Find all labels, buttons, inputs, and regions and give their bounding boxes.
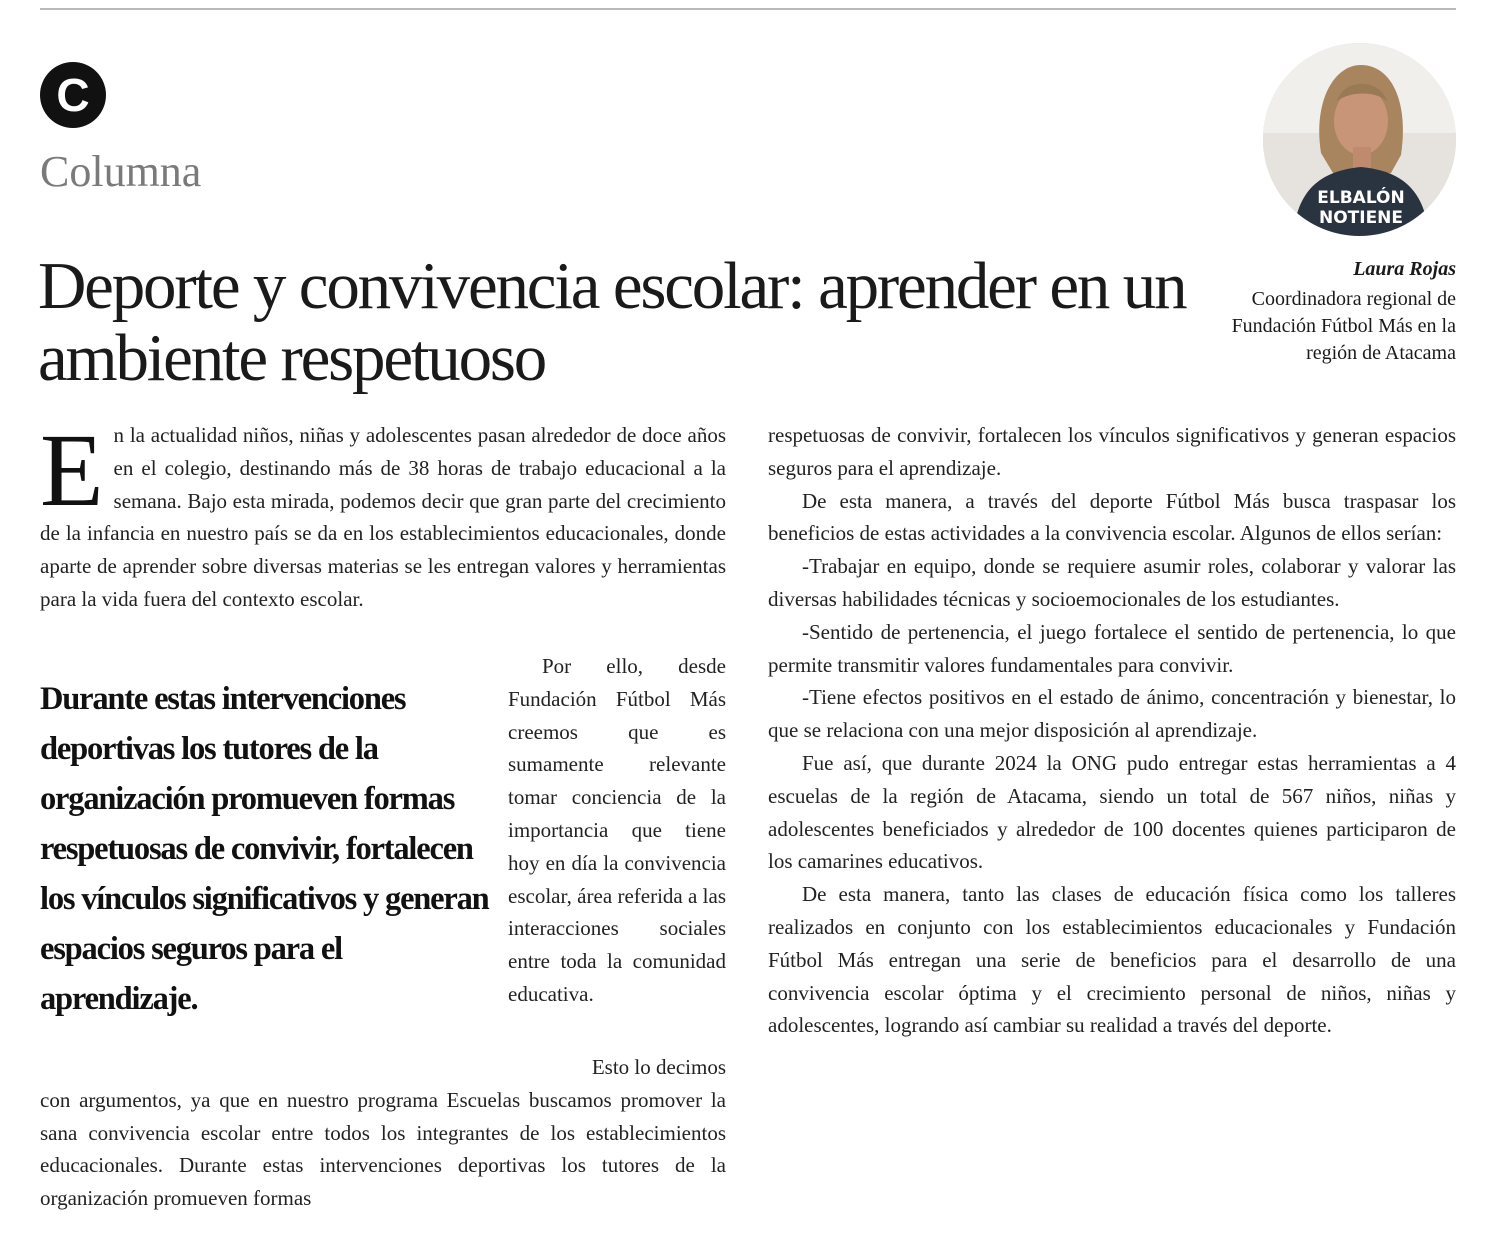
pull-quote: Durante estas intervenciones deportivas los tutores de la organización promueven formas respetuosas de convivir, fortalecen los vínculos significativos y generan espacios seguros para el aprendizaje. [40, 681, 489, 1017]
paragraph-9: De esta manera, tanto las clases de educación física como los talleres realizados en conjunto con los establecimientos educacionales y Fundación Fútbol Más entregan una serie de beneficios para el desarrollo de una convivencia escolar óptima y el crecimiento personal de niños, niñas y adolescentes, logrando así cambiar su realidad a través del deporte. [768, 882, 1456, 1038]
paragraph-8: Fue así, que durante 2024 la ONG pudo entregar estas herramientas a 4 escuelas de la región de Atacama, siendo un total de 567 niños, niñas y adolescentes beneficiados y alrededor de 100 docentes quienes participaron de los camarines educativos. [768, 750, 1456, 874]
column-1-top [40, 413, 726, 616]
paragraph-5: -Trabajar en equipo, donde se requiere asumir roles, colaborar y valorar las diversas habilidades técnicas y socioemocionales de los estudiantes. [768, 554, 1456, 611]
section-label: Columna [40, 147, 202, 196]
paragraph-4: De esta manera, a través del deporte Fútbol Más busca traspasar los beneficios de estas actividades a la convivencia escolar. Algunos de ellos serían: [768, 488, 1456, 546]
paragraph-3-rest: con argumentos, ya que en nuestro programa Escuelas buscamos promover la sana convivencia escolar entre todos los integrantes de los establecimientos educacionales. Durante estas intervenciones deportivas los tutores de la organización promueven formas [40, 1087, 726, 1211]
drop-cap: E [40, 413, 104, 528]
author-name: Laura Rojas [1353, 258, 1456, 280]
column-1-bottom [40, 1051, 726, 1215]
paragraph-7: -Tiene efectos positivos en el estado de ánimo, concentración y bienestar, lo que se relaciona con una mejor disposición al aprendizaje. [768, 685, 1456, 743]
section-badge: C [40, 62, 106, 128]
paragraph-3-start: Esto lo decimos [591, 1055, 726, 1079]
author-portrait-image [1263, 43, 1456, 236]
shirt-text-2: NOTIENE [1318, 208, 1404, 228]
top-rule [40, 8, 1456, 10]
shirt-text-1: ELBALÓN [1317, 188, 1405, 208]
paragraph-3-cont: respetuosas de convivir, fortalecen los vínculos significativos y generan espacios seguros para el aprendizaje. [768, 423, 1456, 480]
headline: Deporte y convivencia escolar: aprender en un ambiente respetuoso [38, 249, 1186, 395]
column-1-narrow [508, 650, 726, 1011]
author-byline [1176, 254, 1456, 367]
author-role: Coordinadora regional de Fundación Fútbol Más en la región de Atacama [1231, 288, 1456, 364]
paragraph-1: n la actualidad niños, niñas y adolescentes pasan alrededor de doce años en el colegio, destinando más de 38 horas de trabajo educacional a la semana. Bajo esta mirada, podemos decir que gran parte del crecimiento de la infancia en nuestro país se da en los establecimientos educacionales, donde aparte de aprender sobre diversas materias se les entregan valores y herramientas para la vida fuera del contexto escolar. [40, 423, 726, 611]
column-2 [768, 419, 1456, 1042]
paragraph-6: -Sentido de pertenencia, el juego fortalece el sentido de pertenencia, lo que permite transmitir valores fundamentales para convivir. [768, 619, 1456, 677]
author-photo [1263, 43, 1456, 236]
paragraph-2: Por ello, desde Fundación Fútbol Más creemos que es sumamente relevante tomar conciencia de la importancia que tiene hoy en día la convivencia escolar, área referida a las interacciones sociales entre toda la comunidad educativa. [508, 654, 726, 1006]
